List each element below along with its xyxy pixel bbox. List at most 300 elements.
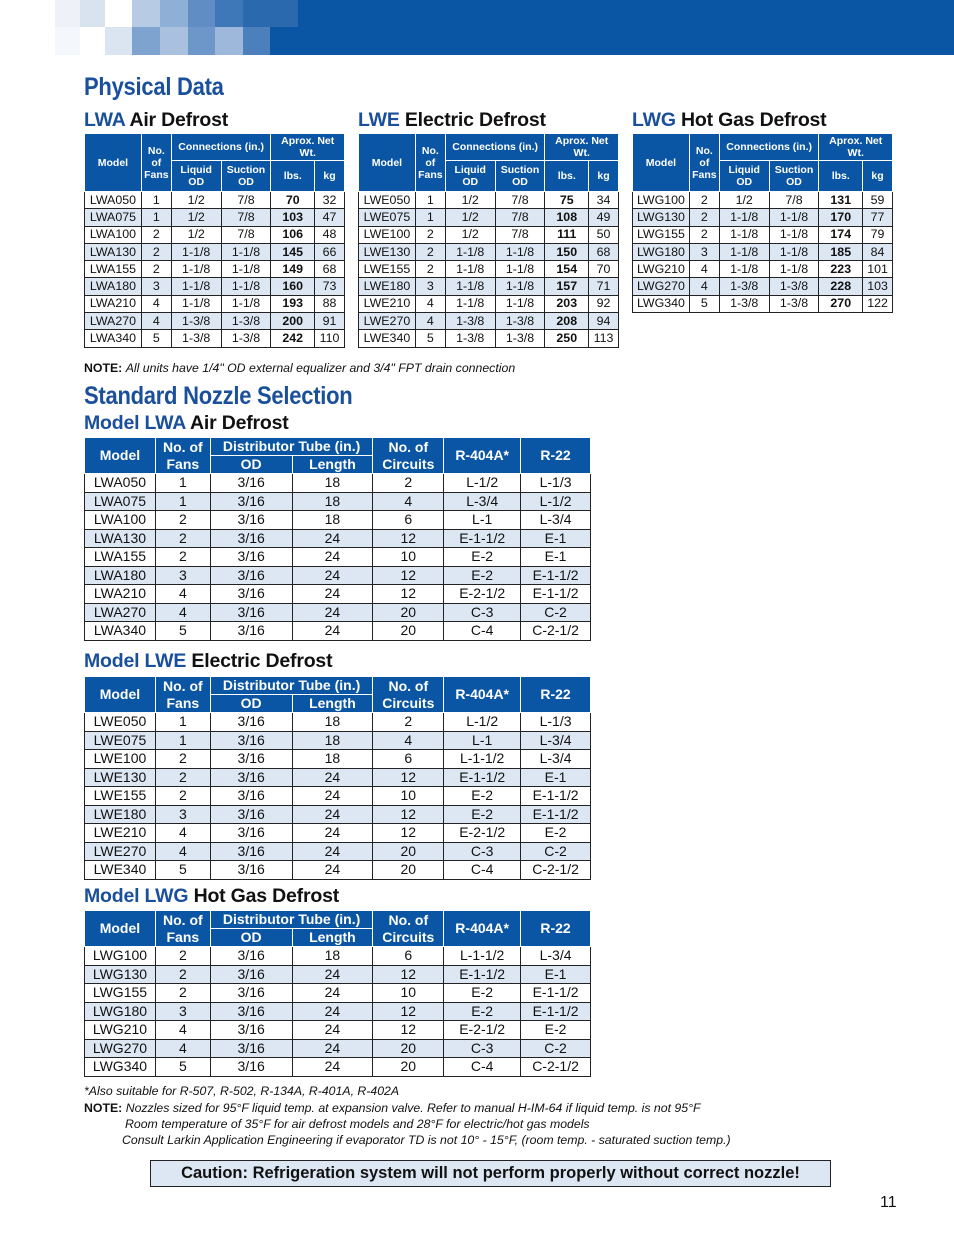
table-row: [85, 192, 345, 209]
table-cell: 2: [155, 768, 210, 787]
table-cell: LWG270: [85, 1039, 156, 1058]
table-cell: LWE210: [359, 295, 416, 312]
table-cell: L-1/2: [444, 474, 521, 493]
banner-tile: [160, 27, 188, 55]
table-cell: 2: [155, 548, 210, 567]
col-fans: No. of Fans: [415, 134, 445, 192]
table-cell: 79: [863, 226, 893, 243]
table-cell: 5: [415, 330, 445, 347]
table-cell: 47: [315, 209, 345, 226]
table-cell: 1-1/8: [769, 209, 819, 226]
lwa-physical-table: [84, 133, 345, 348]
col-fans: No. of Fans: [155, 911, 210, 947]
table-cell: 24: [292, 585, 373, 604]
table-cell: L-1-1/2: [444, 947, 521, 966]
table-cell: 1-1/8: [221, 295, 271, 312]
table-cell: 2: [155, 750, 210, 769]
table-cell: 92: [589, 295, 619, 312]
banner-tile: [132, 27, 160, 55]
table-cell: 7/8: [495, 226, 545, 243]
table-cell: 59: [863, 192, 893, 209]
title-suffix: Air Defrost: [129, 109, 229, 131]
table-row: [85, 548, 591, 567]
table-cell: 3/16: [210, 603, 292, 622]
col-connections: Connections (in.): [719, 134, 819, 161]
table-cell: 1: [141, 192, 171, 209]
table-cell: 70: [589, 261, 619, 278]
col-r22: R-22: [521, 438, 591, 474]
table-cell: 12: [373, 529, 444, 548]
col-fans: No. of Fans: [141, 134, 171, 192]
table-cell: 1/2: [171, 226, 221, 243]
table-cell: 2: [689, 192, 719, 209]
col-weight: Aprox. Net Wt.: [545, 134, 619, 161]
table-cell: 4: [689, 278, 719, 295]
table-cell: 154: [545, 261, 589, 278]
col-kg: kg: [863, 161, 893, 192]
table-cell: 18: [292, 713, 373, 732]
table-cell: 3: [155, 1002, 210, 1021]
table-cell: LWE100: [85, 750, 156, 769]
table-cell: 6: [373, 511, 444, 530]
table-cell: 1-1/8: [719, 209, 769, 226]
table-cell: 1/2: [171, 192, 221, 209]
table-cell: C-2: [521, 842, 591, 861]
table-cell: 3/16: [210, 1021, 292, 1040]
table-cell: 4: [373, 731, 444, 750]
table-cell: 75: [545, 192, 589, 209]
table-cell: 20: [373, 842, 444, 861]
table-cell: 2: [155, 947, 210, 966]
lwa-nozzle-title: [84, 412, 289, 435]
table-cell: 242: [271, 330, 315, 347]
table-row: [85, 947, 591, 966]
table-cell: 1: [415, 209, 445, 226]
title-prefix: LWA: [84, 109, 125, 131]
col-r22: R-22: [521, 911, 591, 947]
table-cell: 1-1/8: [719, 261, 769, 278]
header-row: [85, 134, 345, 161]
table-cell: LWE075: [85, 731, 156, 750]
table-cell: LWG210: [85, 1021, 156, 1040]
table-cell: 24: [292, 603, 373, 622]
table-cell: 1: [155, 474, 210, 493]
table-cell: 223: [819, 261, 863, 278]
table-cell: 24: [292, 787, 373, 806]
col-length: Length: [292, 929, 373, 947]
col-distributor-tube: Distributor Tube (in.): [210, 677, 373, 695]
table-cell: E-1-1/2: [444, 965, 521, 984]
table-cell: L-1/2: [521, 492, 591, 511]
table-cell: 203: [545, 295, 589, 312]
table-cell: 24: [292, 824, 373, 843]
table-cell: L-1-1/2: [444, 750, 521, 769]
table-cell: 1-1/8: [769, 261, 819, 278]
table-cell: 1-1/8: [495, 278, 545, 295]
table-cell: 2: [155, 529, 210, 548]
table-cell: 7/8: [769, 192, 819, 209]
table-cell: 1-1/8: [171, 261, 221, 278]
table-row: [633, 192, 893, 209]
table-cell: E-2-1/2: [444, 824, 521, 843]
table-cell: 24: [292, 842, 373, 861]
lwa-nozzle-table: [84, 437, 591, 641]
table-cell: 3/16: [210, 585, 292, 604]
table-cell: LWE100: [359, 226, 416, 243]
table-row: [85, 842, 591, 861]
title-prefix: LWE: [358, 109, 400, 131]
table-cell: C-2-1/2: [521, 861, 591, 880]
col-length: Length: [292, 695, 373, 713]
table-cell: LWA100: [85, 226, 142, 243]
table-cell: 2: [141, 261, 171, 278]
table-cell: E-2-1/2: [444, 1021, 521, 1040]
table-cell: 12: [373, 768, 444, 787]
table-cell: 24: [292, 1021, 373, 1040]
table-cell: 1-3/8: [221, 313, 271, 330]
table-cell: 20: [373, 1058, 444, 1077]
table-cell: E-1-1/2: [521, 984, 591, 1003]
table-cell: LWE130: [359, 243, 416, 260]
table-cell: LWE155: [85, 787, 156, 806]
table-cell: C-2-1/2: [521, 1058, 591, 1077]
table-cell: 2: [373, 474, 444, 493]
lwg-nozzle-title: [84, 885, 339, 908]
table-cell: 1/2: [719, 192, 769, 209]
table-cell: LWA210: [85, 585, 156, 604]
col-connections: Connections (in.): [445, 134, 545, 161]
table-cell: LWE050: [359, 192, 416, 209]
caution-box: Caution: Refrigeration system will not perform properly without correct nozzle!: [150, 1160, 831, 1187]
table-cell: E-1-1/2: [521, 1002, 591, 1021]
table-cell: 1-1/8: [719, 226, 769, 243]
table-cell: 3/16: [210, 713, 292, 732]
table-cell: 24: [292, 622, 373, 641]
table-cell: 1-3/8: [719, 278, 769, 295]
table-cell: 3/16: [210, 529, 292, 548]
table-cell: 2: [141, 243, 171, 260]
table-row: [359, 295, 619, 312]
table-cell: LWE155: [359, 261, 416, 278]
table-cell: LWA180: [85, 566, 156, 585]
table-cell: 12: [373, 1002, 444, 1021]
table-cell: 101: [863, 261, 893, 278]
col-od: OD: [210, 695, 292, 713]
table-cell: 18: [292, 947, 373, 966]
refrigerant-footnote: [84, 1084, 399, 1098]
table-cell: 73: [315, 278, 345, 295]
table-cell: 1-3/8: [495, 330, 545, 347]
col-r404a: R-404A*: [444, 677, 521, 713]
table-cell: L-1/3: [521, 713, 591, 732]
table-cell: E-1: [521, 965, 591, 984]
table-cell: 1-1/8: [769, 243, 819, 260]
table-cell: 3/16: [210, 750, 292, 769]
table-cell: 12: [373, 965, 444, 984]
table-cell: 3: [155, 805, 210, 824]
table-cell: 7/8: [221, 192, 271, 209]
table-cell: 2: [373, 713, 444, 732]
table-cell: 1-1/8: [221, 278, 271, 295]
table-cell: 3/16: [210, 1058, 292, 1077]
col-suction: Suction OD: [221, 161, 271, 192]
table-cell: 68: [589, 243, 619, 260]
table-cell: 1-1/8: [495, 243, 545, 260]
table-cell: L-3/4: [521, 947, 591, 966]
title-suffix: Air Defrost: [189, 412, 289, 434]
col-od: OD: [210, 929, 292, 947]
table-cell: 20: [373, 861, 444, 880]
table-cell: 160: [271, 278, 315, 295]
lwg-nozzle-table: [84, 910, 591, 1077]
table-cell: 24: [292, 984, 373, 1003]
table-cell: 1: [155, 713, 210, 732]
table-cell: 2: [689, 226, 719, 243]
table-cell: 1-3/8: [719, 295, 769, 312]
nozzle-note: [84, 1101, 701, 1115]
table-row: [85, 330, 345, 347]
lwa-physical-title: [84, 109, 228, 132]
table-cell: 4: [141, 313, 171, 330]
col-weight: Aprox. Net Wt.: [271, 134, 345, 161]
table-cell: LWG340: [633, 295, 690, 312]
table-row: [85, 713, 591, 732]
col-kg: kg: [315, 161, 345, 192]
table-cell: 12: [373, 824, 444, 843]
table-cell: 4: [155, 1039, 210, 1058]
table-cell: 1: [155, 492, 210, 511]
table-cell: LWA155: [85, 261, 142, 278]
note-label: NOTE:: [84, 361, 123, 375]
table-cell: LWA075: [85, 492, 156, 511]
lwe-physical-table: [358, 133, 619, 348]
col-model: Model: [359, 134, 416, 192]
table-cell: 3: [141, 278, 171, 295]
table-cell: LWE270: [85, 842, 156, 861]
table-cell: 1: [155, 731, 210, 750]
table-cell: 12: [373, 585, 444, 604]
table-cell: 5: [689, 295, 719, 312]
table-cell: 103: [271, 209, 315, 226]
table-cell: LWE180: [359, 278, 416, 295]
table-cell: C-4: [444, 622, 521, 641]
table-cell: LWE270: [359, 313, 416, 330]
table-cell: 18: [292, 731, 373, 750]
table-row: [85, 529, 591, 548]
table-cell: 208: [545, 313, 589, 330]
table-cell: 1-3/8: [171, 330, 221, 347]
table-cell: 91: [315, 313, 345, 330]
table-cell: E-2: [521, 824, 591, 843]
col-distributor-tube: Distributor Tube (in.): [210, 438, 373, 456]
table-cell: E-1: [521, 548, 591, 567]
table-row: [85, 805, 591, 824]
col-connections: Connections (in.): [171, 134, 271, 161]
table-cell: 3/16: [210, 731, 292, 750]
banner-tile: [160, 0, 188, 27]
title-suffix: Hot Gas Defrost: [193, 885, 340, 907]
table-row: [359, 226, 619, 243]
table-cell: 7/8: [495, 192, 545, 209]
table-cell: LWA180: [85, 278, 142, 295]
table-row: [85, 1002, 591, 1021]
title-prefix: LWG: [632, 109, 676, 131]
header-row: [85, 911, 591, 929]
table-cell: 24: [292, 529, 373, 548]
table-cell: 1/2: [445, 226, 495, 243]
table-cell: 3/16: [210, 787, 292, 806]
table-cell: C-2-1/2: [521, 622, 591, 641]
nozzle-note-line-3: [122, 1133, 731, 1147]
table-cell: 1-1/8: [171, 278, 221, 295]
table-cell: 111: [545, 226, 589, 243]
table-row: [85, 278, 345, 295]
table-cell: 1-1/8: [171, 243, 221, 260]
table-cell: L-3/4: [521, 731, 591, 750]
col-model: Model: [85, 677, 156, 713]
table-cell: 12: [373, 805, 444, 824]
lwe-nozzle-table: [84, 676, 591, 880]
table-row: [85, 750, 591, 769]
table-cell: 10: [373, 787, 444, 806]
col-od: OD: [210, 456, 292, 474]
table-cell: LWA050: [85, 192, 142, 209]
table-cell: 1-1/8: [445, 243, 495, 260]
table-cell: LWE130: [85, 768, 156, 787]
table-row: [85, 295, 345, 312]
table-cell: LWG270: [633, 278, 690, 295]
table-cell: 2: [155, 965, 210, 984]
table-cell: 2: [415, 261, 445, 278]
table-cell: 3/16: [210, 861, 292, 880]
table-cell: 1/2: [445, 209, 495, 226]
table-cell: LWA210: [85, 295, 142, 312]
table-cell: 18: [292, 750, 373, 769]
nozzle-note-line-2: [125, 1117, 590, 1131]
table-cell: 10: [373, 548, 444, 567]
col-circuits: No. of Circuits: [373, 911, 444, 947]
table-cell: 12: [373, 566, 444, 585]
lwe-physical-title: [358, 109, 546, 132]
table-row: [633, 243, 893, 260]
table-cell: 48: [315, 226, 345, 243]
table-row: [85, 261, 345, 278]
col-circuits: No. of Circuits: [373, 438, 444, 474]
table-cell: 106: [271, 226, 315, 243]
table-cell: LWA270: [85, 603, 156, 622]
table-cell: 1-1/8: [171, 295, 221, 312]
table-cell: 3: [415, 278, 445, 295]
col-circuits: No. of Circuits: [373, 677, 444, 713]
table-cell: 228: [819, 278, 863, 295]
table-cell: 2: [689, 209, 719, 226]
table-row: [85, 566, 591, 585]
table-cell: C-4: [444, 1058, 521, 1077]
table-cell: 20: [373, 1039, 444, 1058]
table-cell: 4: [155, 824, 210, 843]
title-suffix: Electric Defrost: [191, 650, 333, 672]
col-suction: Suction OD: [495, 161, 545, 192]
table-cell: 122: [863, 295, 893, 312]
table-row: [359, 278, 619, 295]
table-cell: 4: [155, 1021, 210, 1040]
table-row: [359, 261, 619, 278]
table-cell: 50: [589, 226, 619, 243]
table-cell: 4: [415, 295, 445, 312]
table-cell: 4: [155, 842, 210, 861]
table-cell: 150: [545, 243, 589, 260]
banner-tile: [132, 0, 160, 27]
table-cell: LWE340: [359, 330, 416, 347]
table-cell: 2: [415, 226, 445, 243]
table-cell: LWG100: [633, 192, 690, 209]
table-cell: E-1-1/2: [521, 787, 591, 806]
col-fans: No. of Fans: [155, 438, 210, 474]
table-cell: E-2: [444, 548, 521, 567]
table-cell: 24: [292, 861, 373, 880]
banner-tile: [215, 0, 243, 27]
table-cell: E-2-1/2: [444, 585, 521, 604]
table-cell: 68: [315, 261, 345, 278]
table-row: [359, 313, 619, 330]
banner-tile: [188, 0, 215, 27]
table-cell: L-1: [444, 731, 521, 750]
table-cell: 193: [271, 295, 315, 312]
table-cell: 149: [271, 261, 315, 278]
table-cell: LWE210: [85, 824, 156, 843]
table-cell: 84: [863, 243, 893, 260]
table-cell: 18: [292, 511, 373, 530]
table-cell: E-2: [444, 984, 521, 1003]
col-r22: R-22: [521, 677, 591, 713]
table-cell: E-1-1/2: [521, 566, 591, 585]
table-cell: E-1-1/2: [521, 805, 591, 824]
table-cell: LWG180: [85, 1002, 156, 1021]
table-row: [359, 192, 619, 209]
table-cell: 3: [689, 243, 719, 260]
col-r404a: R-404A*: [444, 438, 521, 474]
table-cell: LWE075: [359, 209, 416, 226]
table-cell: E-2: [444, 566, 521, 585]
table-cell: C-3: [444, 603, 521, 622]
table-row: [85, 243, 345, 260]
table-cell: LWA340: [85, 330, 142, 347]
table-cell: 3/16: [210, 474, 292, 493]
table-cell: 110: [315, 330, 345, 347]
banner-tile: [243, 27, 270, 55]
table-row: [633, 226, 893, 243]
table-cell: L-1: [444, 511, 521, 530]
table-cell: 77: [863, 209, 893, 226]
table-cell: L-1/2: [444, 713, 521, 732]
table-cell: 1: [141, 209, 171, 226]
table-cell: LWA075: [85, 209, 142, 226]
table-cell: 3/16: [210, 768, 292, 787]
table-cell: 131: [819, 192, 863, 209]
table-cell: 1-1/8: [445, 278, 495, 295]
col-model: Model: [85, 911, 156, 947]
table-cell: 2: [415, 243, 445, 260]
table-cell: 3/16: [210, 566, 292, 585]
table-row: [85, 492, 591, 511]
table-cell: 1: [415, 192, 445, 209]
table-cell: 1-1/8: [719, 243, 769, 260]
lwe-nozzle-title: [84, 650, 332, 673]
col-lbs: lbs.: [271, 161, 315, 192]
table-cell: 24: [292, 548, 373, 567]
table-cell: 4: [415, 313, 445, 330]
title-prefix: Model LWE: [84, 650, 187, 672]
